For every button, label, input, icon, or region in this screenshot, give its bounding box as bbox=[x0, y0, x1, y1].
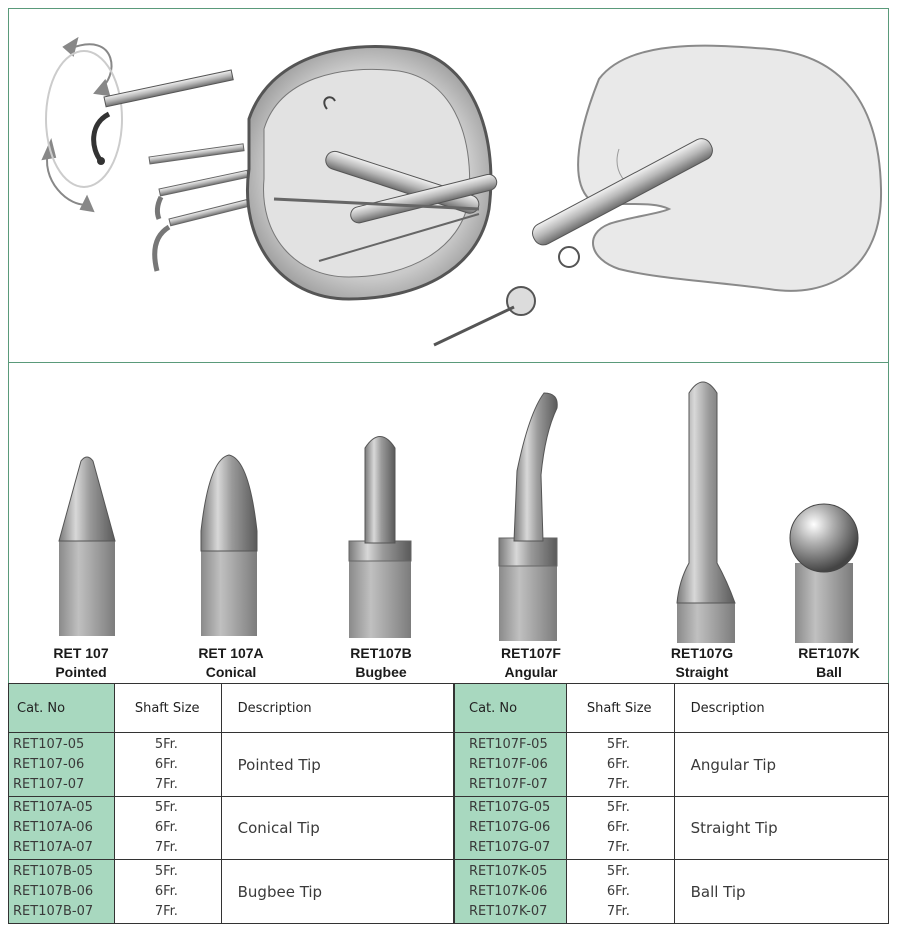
table-row bbox=[455, 797, 889, 860]
header-cat-no: Cat. No bbox=[9, 684, 115, 733]
rotation-arrows-icon bbox=[43, 39, 122, 211]
shaft-size: 6Fr. bbox=[606, 820, 630, 835]
tip-code: RET 107 bbox=[53, 645, 109, 661]
tip-name: Pointed bbox=[55, 664, 107, 680]
straight-tip-image bbox=[677, 382, 735, 643]
surgical-illustration bbox=[9, 9, 888, 362]
cat-no: RET107B-06 bbox=[13, 883, 94, 899]
header-shaft-size: Shaft Size bbox=[566, 684, 674, 733]
tip-code: RET 107A bbox=[198, 645, 264, 661]
shaft-size: 7Fr. bbox=[606, 903, 630, 919]
cat-no: RET107B-05 bbox=[13, 863, 94, 879]
cat-no: RET107A-05 bbox=[13, 800, 93, 815]
shaft-size: 5Fr. bbox=[154, 863, 178, 879]
table-row bbox=[9, 733, 454, 797]
bugbee-tip-image bbox=[349, 437, 411, 639]
header-shaft-size: Shaft Size bbox=[114, 684, 221, 733]
cat-no-cell bbox=[455, 733, 567, 797]
tip-code: RET107K bbox=[798, 645, 860, 661]
description-cell: Conical Tip bbox=[221, 797, 453, 860]
table-row bbox=[9, 860, 454, 924]
shaft-size-cell bbox=[566, 860, 674, 924]
cat-no: RET107F-07 bbox=[469, 776, 548, 792]
tip-label-conical bbox=[171, 644, 291, 682]
header-description: Description bbox=[674, 684, 888, 733]
cat-no: RET107F-05 bbox=[469, 736, 548, 752]
probe-tips-icon bbox=[149, 144, 248, 271]
pointed-tip-image bbox=[59, 457, 115, 636]
table-row bbox=[455, 733, 889, 797]
shaft-size-cell bbox=[114, 797, 221, 860]
shaft-size: 6Fr. bbox=[606, 883, 630, 899]
tip-code: RET107G bbox=[670, 645, 734, 661]
description-cell: Bugbee Tip bbox=[221, 860, 453, 924]
catalog-table-right bbox=[454, 683, 889, 924]
cat-no: RET107K-05 bbox=[469, 863, 548, 879]
cat-no-cell bbox=[9, 860, 115, 924]
table-row bbox=[455, 860, 889, 924]
cat-no: RET107B-07 bbox=[13, 903, 94, 919]
cat-no-cell bbox=[455, 797, 567, 860]
tip-label-angular bbox=[471, 644, 591, 682]
surgical-field-icon bbox=[247, 47, 498, 299]
cat-no: RET107G-06 bbox=[469, 820, 551, 835]
shaft-size: 7Fr. bbox=[154, 840, 178, 855]
cat-no: RET107-06 bbox=[13, 756, 85, 772]
shaft-size: 6Fr. bbox=[154, 756, 178, 772]
tip-code: RET107F bbox=[501, 645, 561, 661]
header-cat-no: Cat. No bbox=[455, 684, 567, 733]
catalog-table-left bbox=[8, 683, 454, 924]
description-cell: Pointed Tip bbox=[221, 733, 453, 797]
shaft-size: 7Fr. bbox=[154, 776, 178, 792]
cat-no: RET107K-06 bbox=[469, 883, 548, 899]
cat-no: RET107-05 bbox=[13, 736, 85, 752]
shaft-size-cell bbox=[566, 797, 674, 860]
tip-name: Ball bbox=[816, 664, 842, 680]
shaft-size: 5Fr. bbox=[154, 736, 178, 752]
cat-no: RET107G-05 bbox=[469, 800, 551, 815]
shaft-size: 5Fr. bbox=[606, 800, 630, 815]
ball-tip-image bbox=[790, 504, 858, 643]
description-cell: Ball Tip bbox=[674, 860, 888, 924]
shaft-size: 6Fr. bbox=[154, 820, 178, 835]
shaft-size: 6Fr. bbox=[154, 883, 178, 899]
description-cell: Straight Tip bbox=[674, 797, 888, 860]
shaft-size: 5Fr. bbox=[606, 736, 630, 752]
cat-no-cell bbox=[9, 797, 115, 860]
cat-no: RET107F-06 bbox=[469, 756, 548, 772]
tip-name: Bugbee bbox=[355, 664, 407, 680]
shaft-size: 5Fr. bbox=[606, 863, 630, 879]
shaft-size: 5Fr. bbox=[154, 800, 178, 815]
table-header-row bbox=[455, 684, 889, 733]
tip-label-ball bbox=[769, 644, 889, 682]
description-cell: Angular Tip bbox=[674, 733, 888, 797]
tip-name: Conical bbox=[205, 664, 257, 680]
tip-name: Angular bbox=[504, 664, 558, 680]
shaft-size-cell bbox=[114, 860, 221, 924]
cat-no: RET107K-07 bbox=[469, 903, 548, 919]
header-description: Description bbox=[221, 684, 453, 733]
tip-label-bugbee bbox=[321, 644, 441, 682]
shaft-size-cell bbox=[566, 733, 674, 797]
table-header-row bbox=[9, 684, 454, 733]
catalog-tables bbox=[8, 683, 889, 926]
shaft-size: 7Fr. bbox=[154, 903, 178, 919]
tip-photos bbox=[9, 363, 888, 683]
cat-no: RET107-07 bbox=[13, 776, 85, 792]
table-row bbox=[9, 797, 454, 860]
conical-tip-image bbox=[201, 455, 257, 636]
cat-no-cell bbox=[455, 860, 567, 924]
cat-no: RET107A-06 bbox=[13, 820, 93, 835]
hand-with-instrument-icon bbox=[434, 46, 881, 345]
surgical-illustration-panel bbox=[8, 8, 889, 363]
tip-name: Straight bbox=[675, 664, 729, 680]
tip-label-straight bbox=[642, 644, 762, 682]
tip-code: RET107B bbox=[350, 645, 412, 661]
shaft-size-cell bbox=[114, 733, 221, 797]
cat-no: RET107A-07 bbox=[13, 840, 93, 855]
tip-photos-panel bbox=[8, 362, 889, 684]
angular-tip-image bbox=[499, 393, 557, 641]
cat-no-cell bbox=[9, 733, 115, 797]
shaft-size: 7Fr. bbox=[606, 776, 630, 792]
tip-label-pointed bbox=[21, 644, 141, 682]
shaft-size: 6Fr. bbox=[606, 756, 630, 772]
shaft-size: 7Fr. bbox=[606, 840, 630, 855]
cat-no: RET107G-07 bbox=[469, 840, 551, 855]
